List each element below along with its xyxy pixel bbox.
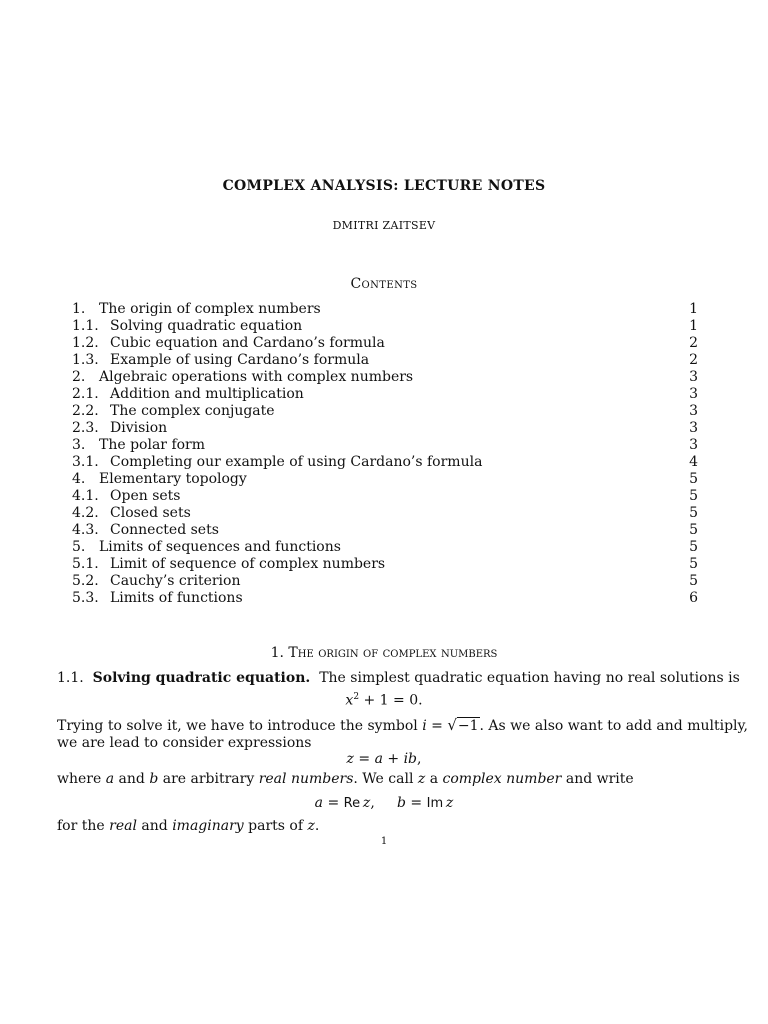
toc-entry-page: 3 [689,369,698,385]
toc-entry-title: Elementary topology [99,471,247,487]
subsection-number: 1.1. [57,670,84,686]
equation-quadratic: $x^2 + 1 = 0$. [345,692,423,709]
toc-entry-page: 4 [689,454,698,470]
page-number: 1 [380,836,388,847]
toc-entry-number: 2.1. [72,386,99,402]
toc-entry-number: 5.2. [72,573,99,589]
paragraph-line: we are lead to consider expressions [57,735,312,751]
toc-entry-page: 3 [689,420,698,436]
subsection-title: Solving quadratic equation. [92,670,311,686]
toc-entry-number: 1.2. [72,335,99,351]
toc-entry-title: Closed sets [110,505,191,521]
toc-entry-number: 3.1. [72,454,99,470]
toc-entry-title: The polar form [99,437,206,453]
toc-entry-title: Cauchy’s criterion [110,573,241,589]
paragraph-line: for the real and imaginary parts of z. [57,818,320,834]
toc-entry-page: 5 [689,573,698,589]
paper-title: COMPLEX ANALYSIS: LECTURE NOTES [222,178,546,194]
toc-entry-title: Limit of sequence of complex numbers [110,556,386,572]
section-heading [0,645,768,661]
paper-author: DMITRI ZAITSEV [332,219,436,232]
toc-entry-number: 1.1. [72,318,99,334]
toc-entry-title: Connected sets [110,522,219,538]
toc-entry[interactable] [72,488,698,505]
toc-entry[interactable] [72,318,698,335]
toc-entry-title: Cubic equation and Cardano’s formula [110,335,385,351]
toc-entry-number: 4.1. [72,488,99,504]
toc-entry-page: 1 [689,318,698,334]
section-number: 1. [270,645,284,661]
toc-entry-title: The origin of complex numbers [99,301,321,317]
toc-entry-number: 1.3. [72,352,99,368]
toc-entry-page: 5 [689,505,698,521]
equation-complex-number: z = a + ib, [346,751,422,767]
toc-entry-number: 3. [72,437,86,453]
subsection-paragraph [57,670,740,687]
toc-entry-page: 2 [689,352,698,368]
toc-entry-title: Addition and multiplication [110,386,304,402]
toc-entry[interactable] [72,522,698,539]
toc-entry-page: 5 [689,471,698,487]
toc-entry-number: 1. [72,301,86,317]
toc-entry-title: Algebraic operations with complex numbers [99,369,414,385]
toc-entry-number: 5.1. [72,556,99,572]
toc-entry-title: Division [110,420,168,436]
paragraph-line: where a and b are arbitrary real numbers. We call z a complex number and write [57,771,634,787]
toc-entry[interactable] [72,437,698,454]
toc-entry[interactable] [72,386,698,403]
toc-entry-title: Solving quadratic equation [110,318,303,334]
toc-entry-title: Example of using Cardano’s formula [110,352,370,368]
table-of-contents [72,301,698,607]
toc-entry-page: 5 [689,539,698,555]
contents-heading: Contents [350,276,418,292]
section-title: The origin of complex numbers [288,645,498,661]
toc-entry-page: 1 [689,301,698,317]
toc-entry-title: Limits of sequences and functions [99,539,341,555]
toc-entry-title: Open sets [110,488,181,504]
paragraph-text: The simplest quadratic equation having no real solutions is [319,670,740,686]
toc-entry[interactable] [72,352,698,369]
toc-entry-number: 4.2. [72,505,99,521]
paragraph-line: Trying to solve it, we have to introduce the symbol i = √−1. As we also want to add and multiply, [57,716,749,734]
toc-entry-page: 3 [689,403,698,419]
toc-entry-page: 5 [689,556,698,572]
toc-entry-page: 3 [689,386,698,402]
toc-entry[interactable] [72,539,698,556]
toc-entry[interactable] [72,454,698,471]
square-root: √−1 [447,716,479,734]
toc-entry[interactable] [72,590,698,607]
toc-entry[interactable] [72,573,698,590]
toc-entry[interactable] [72,471,698,488]
toc-entry-number: 4. [72,471,86,487]
toc-entry-number: 2.3. [72,420,99,436]
toc-entry-page: 5 [689,522,698,538]
toc-entry[interactable] [72,420,698,437]
toc-entry-number: 2.2. [72,403,99,419]
toc-entry-title: Completing our example of using Cardano’s formula [110,454,483,470]
toc-entry[interactable] [72,369,698,386]
equation-real-imaginary: a = Re z, b = Im z [314,795,454,811]
toc-entry-number: 2. [72,369,86,385]
toc-entry-page: 6 [689,590,698,606]
toc-entry[interactable] [72,301,698,318]
toc-entry-page: 5 [689,488,698,504]
toc-entry-number: 5.3. [72,590,99,606]
toc-entry[interactable] [72,403,698,420]
toc-entry-number: 5. [72,539,86,555]
toc-entry[interactable] [72,556,698,573]
toc-entry-page: 2 [689,335,698,351]
toc-entry-title: Limits of functions [110,590,243,606]
toc-entry-page: 3 [689,437,698,453]
toc-entry[interactable] [72,505,698,522]
toc-entry-number: 4.3. [72,522,99,538]
toc-entry-title: The complex conjugate [110,403,275,419]
toc-entry[interactable] [72,335,698,352]
